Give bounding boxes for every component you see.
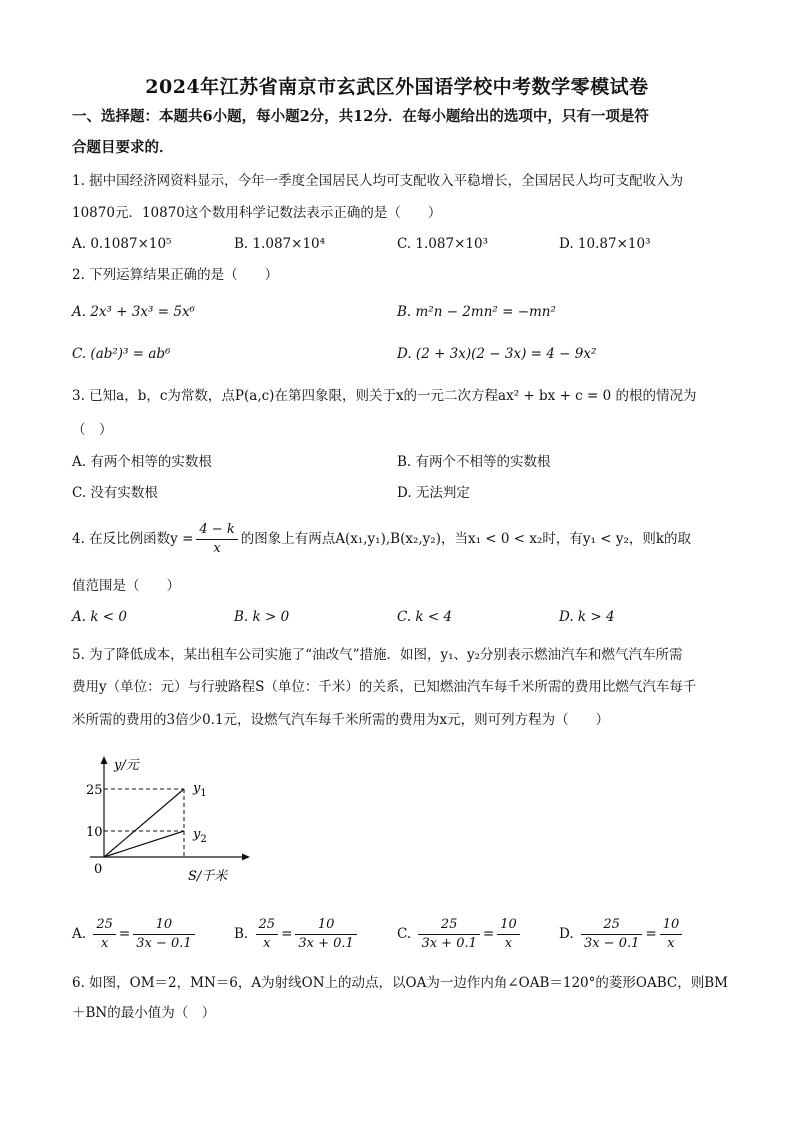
q1-stem-line2: 10870元．10870这个数用科学记数法表示正确的是（ ） [72, 205, 442, 221]
y1-label [192, 781, 207, 799]
section-heading-line1: 一、选择题：本题共6小题，每小题2分，共12分．在每小题给出的选项中，只有一项是符 [72, 108, 649, 125]
q5-option-b[interactable]: B. $\frac{25}{x}$ = $\frac{10}{3x + 0.1}$ [234, 915, 360, 953]
q5-option-b-left-num: 25 [256, 916, 279, 935]
q5-option-a-right-num: 10 [133, 916, 194, 935]
q3-option-d[interactable]: D. 无法判定 [397, 485, 470, 501]
q5-option-c-left-num: 25 [418, 916, 479, 935]
q5-option-b-right-den: 3x + 0.1 [298, 936, 354, 951]
q4-option-d[interactable]: D. k > 4 [559, 609, 615, 625]
q4-option-b[interactable]: B. k > 0 [234, 609, 290, 625]
q1-stem-line1: 1. 据中国经济网资料显示，今年一季度全国居民人均可支配收入平稳增长，全国居民人均可支配收入为 [72, 173, 684, 189]
q6-stem-line1: 6. 如图，OM＝2，MN＝6，A为射线ON上的动点，以OA为一边作内角∠OAB＝120°的菱形OABC，则BM [72, 975, 728, 991]
q5-option-c-left-den: 3x + 0.1 [421, 936, 477, 951]
line-y1 [104, 789, 184, 857]
q1-option-a[interactable]: A. 0.1087×10⁵ [72, 236, 172, 252]
q5-option-a-left-den: x [100, 936, 109, 951]
y1-label-sub: 1 [200, 788, 207, 799]
origin-label: 0 [94, 862, 103, 877]
q4-fraction-numerator: 4 − k [196, 521, 237, 540]
q5-option-d-left-den: 3x − 0.1 [583, 936, 640, 951]
q5-option-a-label: A. [72, 926, 87, 942]
x-axis-label: S/千米 [188, 869, 228, 884]
q5-option-a-right-den: 3x − 0.1 [136, 936, 192, 951]
y-axis-label: y/元 [114, 758, 139, 773]
q4-fraction [196, 521, 237, 558]
q5-option-a-left-num: 25 [93, 916, 116, 935]
q5-cost-graph [80, 754, 250, 886]
q2-option-b[interactable]: B. m²n − 2mn² = −mn² [397, 304, 556, 320]
q2-option-d[interactable]: D. (2 + 3x)(2 − 3x) = 4 − 9x² [397, 346, 597, 362]
y1-label-main: y [193, 781, 201, 796]
q5-stem-line1: 5. 为了降低成本，某出租车公司实施了“油改气”措施．如图，y₁、y₂分别表示燃油汽车和燃气汽车所需 [72, 647, 683, 663]
q3-option-b[interactable]: B. 有两个不相等的实数根 [397, 454, 551, 470]
y-axis-arrow-icon [101, 756, 108, 764]
q5-option-a[interactable]: A. $\frac{25}{x}$ = $\frac{10}{3x - 0.1}$ [72, 915, 198, 953]
q4-option-c[interactable]: C. k < 4 [397, 609, 453, 625]
q5-option-c[interactable]: C. $\frac{25}{3x + 0.1}$ = $\frac{10}{x}$ [397, 915, 523, 953]
q3-stem-line1: 3. 已知a，b，c为常数，点P(a,c)在第四象限，则关于x的一元二次方程ax² + bx + c = 0 的根的情况为 [72, 388, 697, 404]
q5-option-d[interactable]: D. $\frac{25}{3x - 0.1}$ = $\frac{10}{x}$ [559, 915, 685, 953]
q5-option-b-label: B. [234, 926, 249, 942]
q4-fraction-denominator: x [213, 541, 221, 556]
q4-option-a[interactable]: A. k < 0 [72, 609, 127, 625]
q5-option-d-right-num: 10 [660, 916, 683, 935]
q1-option-d[interactable]: D. 10.87×10³ [559, 236, 651, 252]
q5-option-c-label: C. [397, 926, 412, 942]
y2-label-main: y [193, 827, 201, 842]
q5-stem-line2: 费用y（单位：元）与行驶路程S（单位：千米）的关系，已知燃油汽车每千米所需的费用比燃气汽车每千 [72, 679, 697, 695]
page-title: 2024年江苏省南京市玄武区外国语学校中考数学零模试卷 [145, 76, 649, 98]
y2-label [192, 827, 207, 845]
q5-option-b-right-num: 10 [295, 916, 356, 935]
tick-label-25: 25 [86, 783, 103, 798]
q5-stem-line3: 米所需的费用的3倍少0.1元，设燃气汽车每千米所需的费用为x元，则可列方程为（ ） [72, 712, 610, 728]
q5-option-c-right-num: 10 [497, 916, 520, 935]
q5-option-d-label: D. [559, 926, 574, 942]
q5-option-b-left-den: x [263, 936, 271, 951]
line-y2 [104, 831, 184, 857]
q5-option-c-right-den: x [504, 936, 513, 951]
x-axis-arrow-icon [242, 854, 250, 861]
q1-option-b[interactable]: B. 1.087×10⁴ [234, 236, 326, 252]
tick-label-10: 10 [86, 825, 103, 840]
q5-option-d-right-den: x [667, 936, 675, 951]
q1-option-c[interactable]: C. 1.087×10³ [397, 236, 488, 252]
q4-stem-line1 [72, 520, 727, 558]
q3-option-c[interactable]: C. 没有实数根 [72, 485, 158, 501]
q2-stem: 2. 下列运算结果正确的是（ ） [72, 267, 279, 283]
q2-option-a[interactable]: A. 2x³ + 3x³ = 5x⁶ [72, 304, 195, 320]
y2-label-sub: 2 [200, 834, 207, 845]
q4-stem-line2: 值范围是（ ） [72, 578, 180, 594]
q5-option-d-left-num: 25 [581, 916, 642, 935]
q3-stem-line2: （ ） [72, 422, 113, 438]
q6-stem-line2: ＋BN的最小值为（ ） [72, 1005, 216, 1021]
q4-prefix: 4. 在反比例函数y = [72, 531, 194, 547]
q2-option-c[interactable]: C. (ab²)³ = ab⁶ [72, 346, 171, 362]
q4-suffix: 的图象上有两点A(x₁,y₁),B(x₂,y₂)，当x₁ < 0 < x₂时，有y₁ < y₂，则k的取 [240, 531, 692, 547]
q3-option-a[interactable]: A. 有两个相等的实数根 [72, 454, 212, 470]
section-heading-line2: 合题目要求的． [72, 139, 174, 156]
